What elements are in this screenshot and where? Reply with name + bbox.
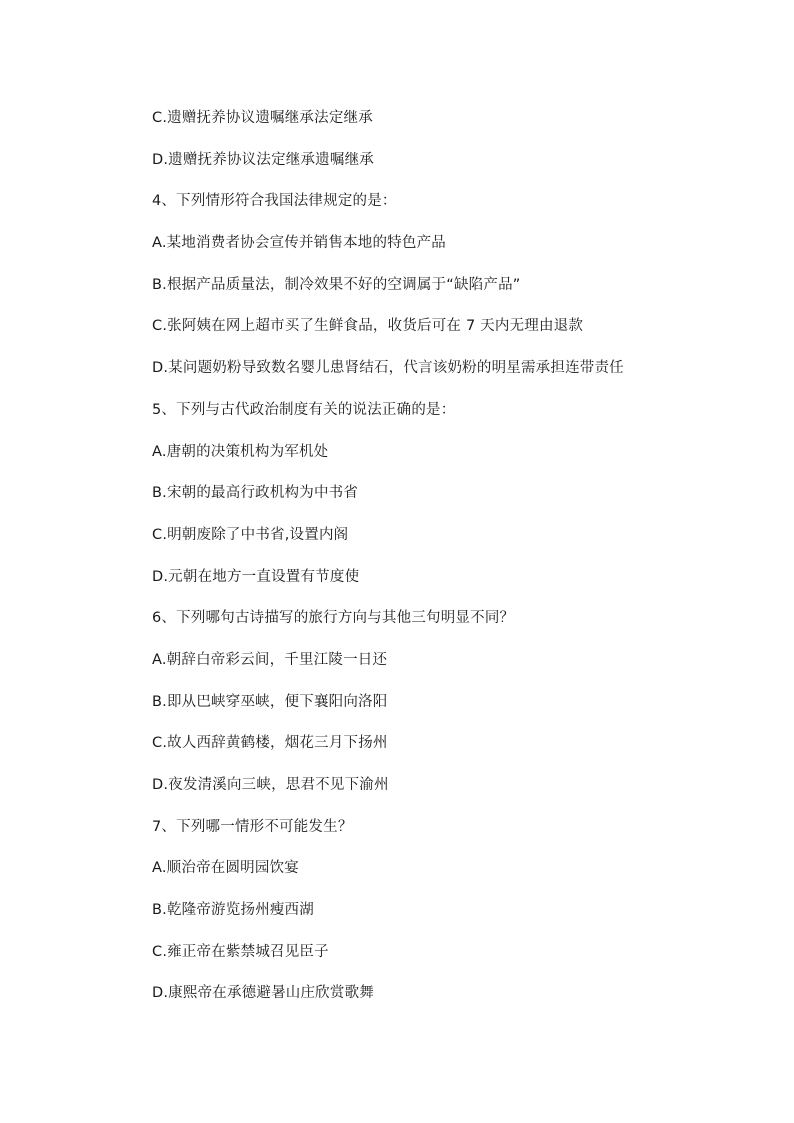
option-line: B.根据产品质量法，制冷效果不好的空调属于“缺陷产品” bbox=[152, 276, 521, 293]
question-line: 5、下列与古代政治制度有关的说法正确的是： bbox=[152, 401, 456, 418]
option-line: B.乾隆帝游览扬州瘦西湖 bbox=[152, 902, 314, 919]
option-line: D.元朝在地方一直设置有节度使 bbox=[152, 568, 360, 585]
option-line: B.宋朝的最高行政机构为中书省 bbox=[152, 485, 359, 502]
option-line: C.明朝废除了中书省,设置内阁 bbox=[152, 526, 349, 543]
option-line: C.张阿姨在网上超市买了生鲜食品，收货后可在 7 天内无理由退款 bbox=[152, 318, 584, 335]
option-line: D.遗赠抚养协议法定继承遗嘱继承 bbox=[152, 151, 374, 168]
question-line: 6、下列哪句古诗描写的旅行方向与其他三句明显不同？ bbox=[152, 610, 515, 627]
option-line: D.夜发清溪向三峡，思君不见下渝州 bbox=[152, 777, 389, 793]
option-line: C.故人西辞黄鹤楼，烟花三月下扬州 bbox=[152, 735, 388, 752]
option-line: A.唐朝的决策机构为军机处 bbox=[152, 443, 329, 460]
option-line: D.康熙帝在承德避暑山庄欣赏歌舞 bbox=[152, 985, 374, 1002]
option-line: A.朝辞白帝彩云间，千里江陵一日还 bbox=[152, 651, 388, 668]
question-line: 7、下列哪一情形不可能发生？ bbox=[152, 818, 353, 835]
option-line: A.顺治帝在圆明园饮宴 bbox=[152, 860, 299, 877]
option-line: B.即从巴峡穿巫峡，便下襄阳向洛阳 bbox=[152, 693, 388, 710]
question-line: 4、下列情形符合我国法律规定的是： bbox=[152, 193, 397, 210]
option-line: C.遗赠抚养协议遗嘱继承法定继承 bbox=[152, 110, 373, 126]
option-line: D.某问题奶粉导致数名婴儿患肾结石，代言该奶粉的明星需承担连带责任 bbox=[152, 360, 624, 377]
question-list bbox=[152, 106, 752, 1023]
option-line: C.雍正帝在紫禁城召见臣子 bbox=[152, 943, 329, 960]
option-line: A.某地消费者协会宣传并销售本地的特色产品 bbox=[152, 235, 446, 252]
